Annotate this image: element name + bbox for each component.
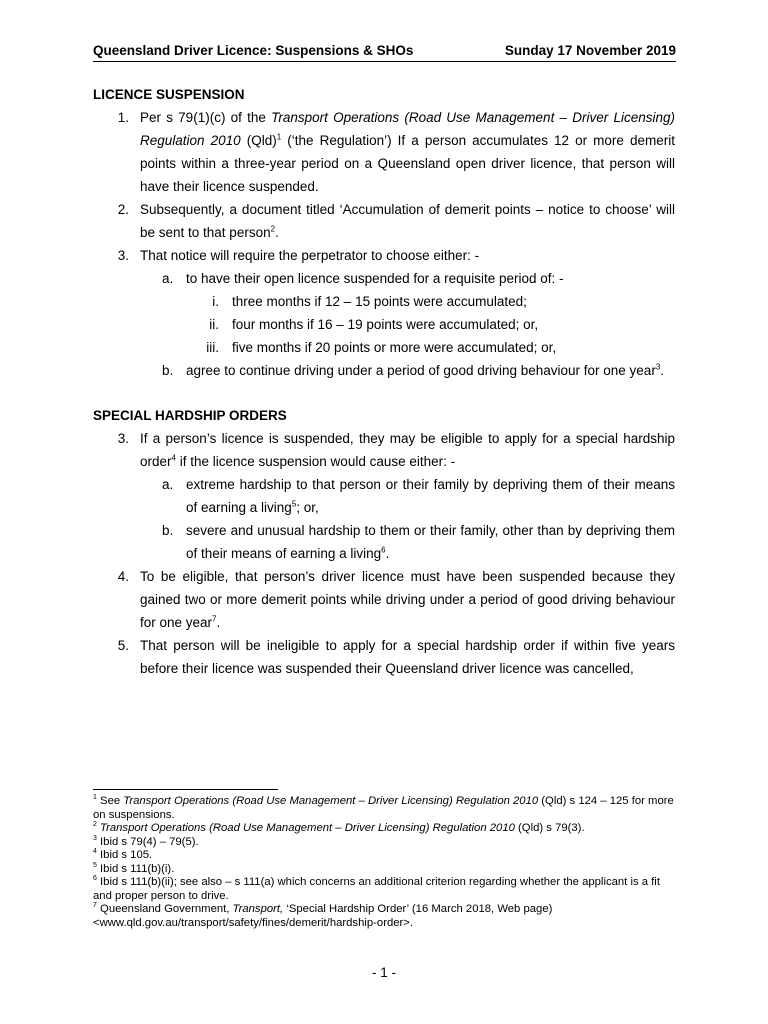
paragraph-number: 2. (117, 202, 129, 217)
footnote-separator (93, 789, 278, 790)
subparagraph-3b (93, 359, 675, 382)
header-title: Queensland Driver Licence: Suspensions & SHOs (93, 43, 414, 58)
footnote-number: 3 (93, 834, 97, 842)
subparagraph-3b-sho (93, 519, 675, 565)
paragraph-number: a. (162, 477, 174, 492)
paragraph-text: (‘the Regulation’) If a person accumulates 12 or more demerit points within a three-year period on a Queensland open driver licence, that person will have their licence suspended. (140, 133, 676, 194)
footnote-6 (93, 876, 675, 903)
footnote-4 (93, 849, 675, 863)
paragraph-text: Subsequently, a document titled ‘Accumulation of demerit points – notice to choose’ will be sent to that person (140, 202, 675, 240)
subparagraph-3a (93, 267, 675, 290)
paragraph-number: 1. (117, 110, 129, 125)
paragraph-number: a. (162, 271, 174, 286)
footnote-number: 2 (93, 821, 97, 829)
paragraph-number: ii. (209, 317, 219, 332)
footnote-number: 4 (93, 848, 97, 856)
paragraph-number: 4. (117, 569, 129, 584)
footnote-3 (93, 836, 675, 850)
header-date: Sunday 17 November 2019 (504, 43, 676, 58)
footnote-5 (93, 863, 675, 877)
footnotes (93, 795, 675, 930)
footnote-number: 1 (93, 794, 97, 802)
footnote-1 (93, 795, 675, 822)
section-gap (93, 382, 675, 404)
paragraph-number: b. (162, 363, 174, 378)
paragraph-text: . (216, 615, 221, 630)
paragraph-text: . (275, 225, 279, 240)
paragraph-2 (93, 198, 675, 244)
paragraph-number: b. (162, 523, 174, 538)
footnote-text: Queensland Government, (96, 903, 233, 915)
paragraph-number: i. (212, 294, 219, 309)
paragraph-text: . (385, 546, 390, 561)
footnote-text: (Qld) s 79(3). (514, 822, 585, 834)
paragraph-text: That notice will require the perpetrator to choose either: - (140, 248, 480, 263)
subparagraph-3a-ii (93, 313, 675, 336)
paragraph-text: if the licence suspension would cause either: - (175, 454, 456, 469)
footnote-number: 5 (93, 861, 97, 869)
footnote-ref[interactable]: 3 (655, 362, 661, 372)
paragraph-number: 5. (117, 638, 129, 653)
footnote-7 (93, 903, 675, 930)
paragraph-text: . (660, 363, 665, 378)
footnote-ref[interactable]: 1 (276, 132, 282, 142)
page-header (93, 41, 676, 62)
paragraph-text: If a person’s licence is suspended, they may be eligible to apply for a special hardship order (140, 431, 675, 469)
paragraph-number: iii. (206, 340, 219, 355)
paragraph-number: 3. (117, 248, 129, 263)
footnote-text: Ibid s 111(b)(i). (96, 862, 175, 875)
footnote-ref[interactable]: 4 (171, 453, 176, 463)
footnote-number: 7 (93, 902, 97, 910)
regulation-title: Transport Operations (Road Use Management – Driver Licensing) Regulation 2010 (140, 110, 675, 148)
footnote-text: Ibid s 111(b)(ii); see also – s 111(a) which concerns an additional criterion regarding whether the applicant is a fit and proper person to drive. (93, 876, 660, 902)
subparagraph-3a-i (93, 290, 675, 313)
footnote-text: Ibid s 79(4) – 79(5). (96, 835, 199, 848)
footnote-number: 6 (93, 875, 97, 883)
footnote-2 (93, 822, 675, 836)
paragraph-3-sho (93, 427, 675, 473)
footnote-italic: Transport, (232, 903, 284, 915)
subparagraph-3a-sho (93, 473, 675, 519)
paragraph-5-sho (93, 634, 675, 680)
paragraph-1 (93, 106, 675, 198)
paragraph-text: five months if 20 points or more were accumulated; or, (232, 340, 557, 355)
footnote-text: (Qld) s 124 – 125 for more on suspensions. (93, 795, 674, 821)
paragraph-text: severe and unusual hardship to them or their family, other than by depriving them of their means of earning a living (186, 523, 675, 561)
paragraph-4-sho (93, 565, 675, 634)
footnote-ref[interactable]: 7 (212, 614, 217, 624)
paragraph-text: to have their open licence suspended for a requisite period of: - (186, 271, 564, 286)
footnote-italic: Transport Operations (Road Use Management – Driver Licensing) Regulation 2010 (96, 822, 515, 834)
paragraph-number: 3. (117, 431, 129, 446)
document-body (93, 83, 675, 680)
section-heading-special-hardship-orders: SPECIAL HARDSHIP ORDERS (93, 408, 287, 423)
section-heading-licence-suspension: LICENCE SUSPENSION (93, 87, 245, 102)
paragraph-text: ; or, (296, 500, 319, 515)
footnote-text: Ibid s 105. (96, 849, 153, 861)
footnote-italic: Transport Operations (Road Use Management – Driver Licensing) Regulation 2010 (123, 795, 539, 807)
paragraph-text: To be eligible, that person’s driver licence must have been suspended because they gained two or more demerit points while driving under a period of good driving behaviour for one year (140, 569, 675, 630)
footnote-ref[interactable]: 5 (291, 499, 297, 509)
footnote-text: ‘Special Hardship Order’ (16 March 2018, Web page) <www.qld.gov.au/transport/safety/fines/demerit/hardship-order>. (93, 903, 553, 929)
paragraph-text: four months if 16 – 19 points were accumulated; or, (232, 317, 539, 332)
page-number: - 1 - (371, 965, 396, 980)
footnote-ref[interactable]: 2 (270, 224, 276, 234)
footnote-ref[interactable]: 6 (381, 545, 386, 555)
paragraph-text: Per s 79(1)(c) of the (140, 110, 272, 125)
paragraph-text: extreme hardship to that person or their family by depriving them of their means of earning a living (186, 477, 675, 515)
subparagraph-3a-iii (93, 336, 675, 359)
paragraph-text: That person will be ineligible to apply for a special hardship order if within five years before their licence was suspended their Queensland driver licence was cancelled, (140, 638, 675, 676)
paragraph-3 (93, 244, 675, 267)
paragraph-text: three months if 12 – 15 points were accumulated; (232, 294, 527, 309)
footnote-text: See (96, 795, 124, 807)
paragraph-text: (Qld) (240, 133, 277, 148)
paragraph-text: agree to continue driving under a period of good driving behaviour for one year (186, 363, 656, 378)
